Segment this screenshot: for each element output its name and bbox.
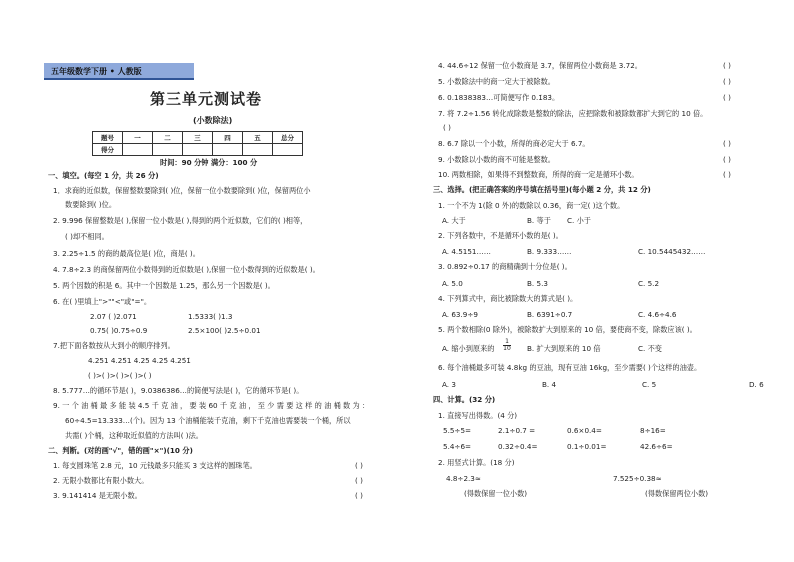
calc-instruction: 2. 用竖式计算。(18 分): [438, 458, 515, 467]
question-text: 60÷4.5=13.333…(个)。因为 13 个油桶能装千克油，剩下千克油也需要装一个桶，所以: [65, 416, 351, 425]
section-3-heading: 三、选择。(把正确答案的序号填在括号里)(每小题 2 分，共 12 分): [433, 185, 651, 194]
judge-item: 7. 将 7.2÷1.56 转化成除数是整数的除法，应把除数和被除数都扩大到它的 10 倍。: [438, 109, 708, 118]
number-list: 4.251 4.25̇1 4.25 4.25̇ 4.25̇1̇: [88, 356, 191, 365]
calc-item[interactable]: 0.32÷0.4=: [498, 442, 538, 451]
choice-question: 5. 两个数相除(0 除外)，被除数扩大到原来的 10 倍，要使商不变，除数应该( )。: [438, 325, 697, 334]
answer-paren[interactable]: ( ): [723, 139, 731, 148]
fraction-numerator: 1: [505, 338, 509, 345]
table-cell[interactable]: [273, 144, 303, 156]
banner-text: 五年级数学下册 • 人教版: [51, 67, 142, 76]
answer-paren[interactable]: ( ): [355, 461, 363, 470]
question-text: 4. 7.8÷2.3 的商保留两位小数得到的近似数是( ),保留一位小数得到的近似数是( )。: [53, 265, 320, 274]
choice-question: 1. 一个不为 1(除 0 外)的数除以 0.36，商一定( )这个数。: [438, 201, 625, 210]
score-table: [92, 131, 303, 156]
choice-option[interactable]: B. 4: [542, 380, 557, 389]
choice-option[interactable]: A. 缩小到原来的: [442, 344, 495, 353]
calc-item[interactable]: 8÷16=: [640, 426, 666, 435]
compare-item: 2.07 ( )2.071: [90, 312, 137, 321]
judge-item: 4. 44.6÷12 保留一位小数商是 3.7，保留两位小数商是 3.72。: [438, 61, 642, 70]
choice-option[interactable]: B. 扩大到原来的 10 倍: [527, 344, 601, 353]
question-text: ( )却不相同。: [65, 232, 109, 241]
choice-question: 2. 下列各数中，不是循环小数的是( )。: [438, 231, 563, 240]
choice-option[interactable]: A. 5.0: [442, 279, 463, 288]
judge-item: 3. 9.141414 是无限小数。: [53, 491, 142, 500]
page-subtitle: (小数除法): [193, 116, 233, 125]
judge-item: 6. 0.1838383…可简便写作 0.1̇83̇。: [438, 93, 560, 102]
choice-option[interactable]: A. 63.9÷9: [442, 310, 478, 319]
judge-item: 8. 6.7 除以一个小数，所得的商必定大于 6.7。: [438, 139, 590, 148]
answer-paren[interactable]: ( ): [723, 61, 731, 70]
answer-paren[interactable]: ( ): [443, 123, 451, 132]
fraction-one-tenth: [503, 339, 511, 352]
choice-option[interactable]: C. 不变: [638, 344, 662, 353]
answer-paren[interactable]: ( ): [723, 155, 731, 164]
calc-item[interactable]: 0.6×0.4=: [567, 426, 602, 435]
judge-item: 1. 每支圆珠笔 2.8 元，10 元钱最多只能买 3 支这样的圆珠笔。: [53, 461, 257, 470]
question-text: 共需( )个桶，这种取近似值的方法叫( )法。: [65, 431, 203, 440]
judge-item: 9. 小数除以小数的商不可能是整数。: [438, 155, 555, 164]
calc-item[interactable]: 0.1÷0.01=: [567, 442, 607, 451]
table-cell: 五: [243, 132, 273, 144]
table-cell: 二: [153, 132, 183, 144]
question-text: 7.把下面各数按从大到小的顺序排列。: [53, 341, 175, 350]
calc-instruction: 1. 直接写出得数。(4 分): [438, 411, 518, 420]
question-text: 9. 一 个 油 桶 最 多 能 装 4.5 千 克 油 ， 要 装 60 千 克 油 ， 至 少 需 要 这 样 的 油 桶 数 为 ：: [53, 401, 370, 410]
choice-option[interactable]: B. 6391÷0.7: [527, 310, 573, 319]
answer-paren[interactable]: ( ): [355, 476, 363, 485]
order-blanks: ( )>( )>( )>( )>( ): [88, 371, 152, 380]
exam-info: 时间：90 分钟 满分：100 分: [160, 158, 258, 167]
choice-option[interactable]: C. 小于: [567, 216, 591, 225]
calc-item[interactable]: 7.525÷0.38≈: [613, 474, 662, 483]
question-text: 6. 在( )里填上">""<"或"="。: [53, 297, 152, 306]
calc-item[interactable]: 42.6÷6=: [640, 442, 673, 451]
choice-option[interactable]: B. 5.3: [527, 279, 548, 288]
question-text: 2. 9.996 保留整数是( ),保留一位小数是( ),得到的两个近似数，它们的( )相等，: [53, 216, 308, 225]
answer-paren[interactable]: ( ): [723, 77, 731, 86]
grade-banner: [44, 63, 194, 80]
calc-item[interactable]: 2.1÷0.7 =: [498, 426, 536, 435]
judge-item: 10. 两数相除，如果得不到整数商，所得的商一定是循环小数。: [438, 170, 639, 179]
choice-option[interactable]: D. 6: [749, 380, 764, 389]
calc-item[interactable]: 5.4÷6=: [443, 442, 472, 451]
fraction-denominator: 10: [503, 345, 511, 352]
table-cell: 总分: [273, 132, 303, 144]
score-table-score-row: [93, 144, 303, 156]
table-cell: 得分: [93, 144, 123, 156]
judge-item: 5. 小数除法中的商一定大于被除数。: [438, 77, 555, 86]
score-table-header-row: [93, 132, 303, 144]
judge-item: 2. 无限小数都比有限小数大。: [53, 476, 149, 485]
table-cell[interactable]: [213, 144, 243, 156]
choice-question: 4. 下列算式中，商比被除数大的算式是( )。: [438, 294, 578, 303]
calc-note: (得数保留两位小数): [645, 489, 709, 498]
table-cell[interactable]: [123, 144, 153, 156]
choice-option[interactable]: C. 5.2: [638, 279, 660, 288]
choice-option[interactable]: A. 大于: [442, 216, 466, 225]
choice-option[interactable]: C. 10.5445432……: [638, 247, 706, 256]
page-title: 第三单元测试卷: [150, 90, 263, 108]
choice-option[interactable]: A. 3: [442, 380, 456, 389]
choice-option[interactable]: C. 5: [642, 380, 657, 389]
question-text: 3. 2.25÷1.5 的商的最高位是( )位，商是( )。: [53, 249, 200, 258]
table-cell: 四: [213, 132, 243, 144]
table-cell: 题号: [93, 132, 123, 144]
choice-question: 3. 0.892÷0.17 的商精确到十分位是( )。: [438, 262, 572, 271]
question-text: 5. 两个因数的积是 6。其中一个因数是 1.25，那么另一个因数是( )。: [53, 281, 275, 290]
section-1-heading: 一、填空。(每空 1 分，共 26 分): [48, 171, 159, 180]
calc-item[interactable]: 5.5÷5=: [443, 426, 472, 435]
question-text: 1．求商的近似数，保留整数要除到( )位，保留一位小数要除到( )位，保留两位小: [53, 186, 311, 195]
compare-item: 0.75( )0.75÷0.9: [90, 326, 148, 335]
calc-item[interactable]: 4.8÷2.3≈: [446, 474, 481, 483]
choice-question: 6. 每个油桶最多可装 4.8kg 的豆油，现有豆油 16kg，至少需要( )个这样的油壶。: [438, 363, 702, 372]
answer-paren[interactable]: ( ): [723, 93, 731, 102]
calc-note: (得数保留一位小数): [464, 489, 528, 498]
choice-option[interactable]: C. 4.6÷4.6: [638, 310, 677, 319]
table-cell: 一: [123, 132, 153, 144]
choice-option[interactable]: B. 等于: [527, 216, 551, 225]
answer-paren[interactable]: ( ): [355, 491, 363, 500]
section-2-heading: 二、判断。(对的画"√"，错的画"×")(10 分): [48, 446, 193, 455]
choice-option[interactable]: B. 9.333……: [527, 247, 572, 256]
section-4-heading: 四、计算。(32 分): [433, 395, 496, 404]
question-text: 数要除到( )位。: [65, 200, 117, 209]
table-cell: 三: [183, 132, 213, 144]
table-cell[interactable]: [183, 144, 213, 156]
table-cell[interactable]: [243, 144, 273, 156]
compare-item: 1.5333( )1.3: [188, 312, 233, 321]
table-cell[interactable]: [153, 144, 183, 156]
compare-item: 2.5×100( )2.5÷0.01: [188, 326, 261, 335]
choice-option[interactable]: A. 4.5151……: [442, 247, 491, 256]
answer-paren[interactable]: ( ): [723, 170, 731, 179]
question-text: 8. 5.777…的循环节是( )，9.0386386…的简便写法是( )，它的循环节是( )。: [53, 386, 304, 395]
